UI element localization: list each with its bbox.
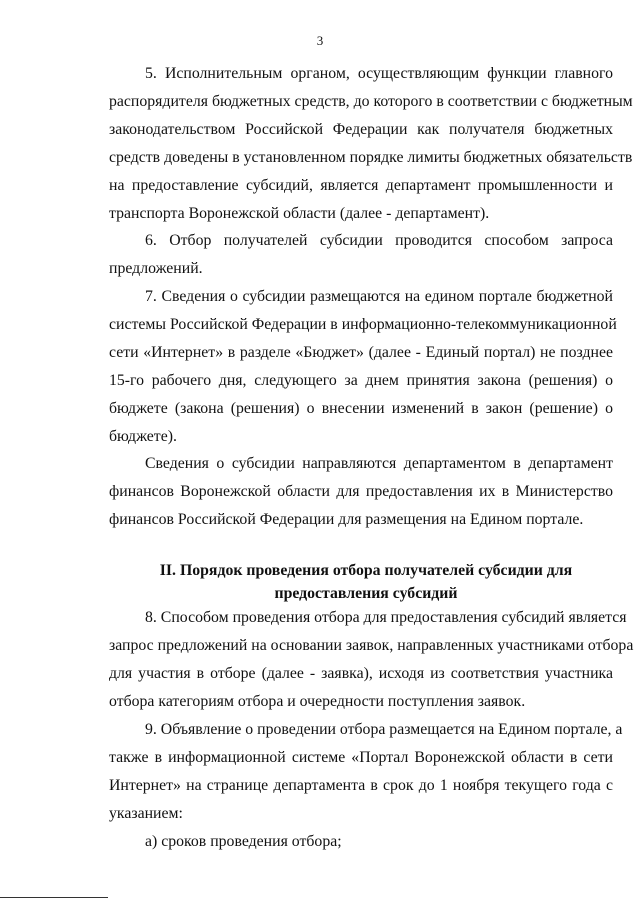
text-line: 7. Сведения о субсидии размещаются на едином портале бюджетной <box>145 288 613 305</box>
text-line: финансов Воронежской области для предоставления их в Министерство <box>109 483 613 500</box>
text-line: для участия в отборе (далее - заявка), исходя из соответствия участника <box>109 665 613 682</box>
text-line: а) сроков проведения отбора; <box>145 833 342 850</box>
text-line: законодательством Российской Федерации как получателя бюджетных <box>109 121 613 138</box>
text-line: запрос предложений на основании заявок, направленных участниками отбора <box>109 637 634 654</box>
text-line: указанием: <box>109 805 183 822</box>
text-line: бюджете (закона (решения) о внесении изменений в закон (решение) о <box>109 400 613 417</box>
text-line: финансов Российской Федерации для размещения на Едином портале. <box>109 511 584 528</box>
text-line: предложений. <box>109 260 203 277</box>
text-line: 5. Исполнительным органом, осуществляющим функции главного <box>145 65 613 82</box>
page-number: 3 <box>316 33 324 48</box>
text-line: сети «Интернет» в разделе «Бюджет» (далее - Единый портал) не позднее <box>109 344 613 361</box>
footnote-divider <box>0 897 108 898</box>
text-line: 9. Объявление о проведении отбора размещается на Едином портале, а <box>145 721 623 738</box>
text-line: отбора категориям отбора и очередности поступления заявок. <box>109 693 526 710</box>
text-line: Интернет» на странице департамента в срок до 1 ноября текущего года с <box>109 777 613 794</box>
section-heading-line: II. Порядок проведения отбора получателей субсидии для <box>159 562 573 579</box>
text-line: распорядителя бюджетных средств, до которого в соответствии с бюджетным <box>109 93 633 110</box>
text-line: бюджете). <box>109 428 177 445</box>
text-line: также в информационной системе «Портал Воронежской области в сети <box>109 749 613 766</box>
text-line: средств доведены в установленном порядке лимиты бюджетных обязательств <box>109 149 633 166</box>
text-line: транспорта Воронежской области (далее - департамент). <box>109 205 490 222</box>
text-line: Сведения о субсидии направляются департаментом в департамент <box>145 455 613 472</box>
text-line: 6. Отбор получателей субсидии проводится способом запроса <box>145 232 613 249</box>
text-line: на предоставление субсидий, является департамент промышленности и <box>109 177 613 194</box>
section-heading-line: предоставления субсидий <box>274 585 458 602</box>
text-line: системы Российской Федерации в информационно-телекоммуникационной <box>109 316 617 333</box>
text-line: 15-го рабочего дня, следующего за днем принятия закона (решения) о <box>109 372 613 389</box>
text-line: 8. Способом проведения отбора для предоставления субсидий является <box>145 609 627 626</box>
